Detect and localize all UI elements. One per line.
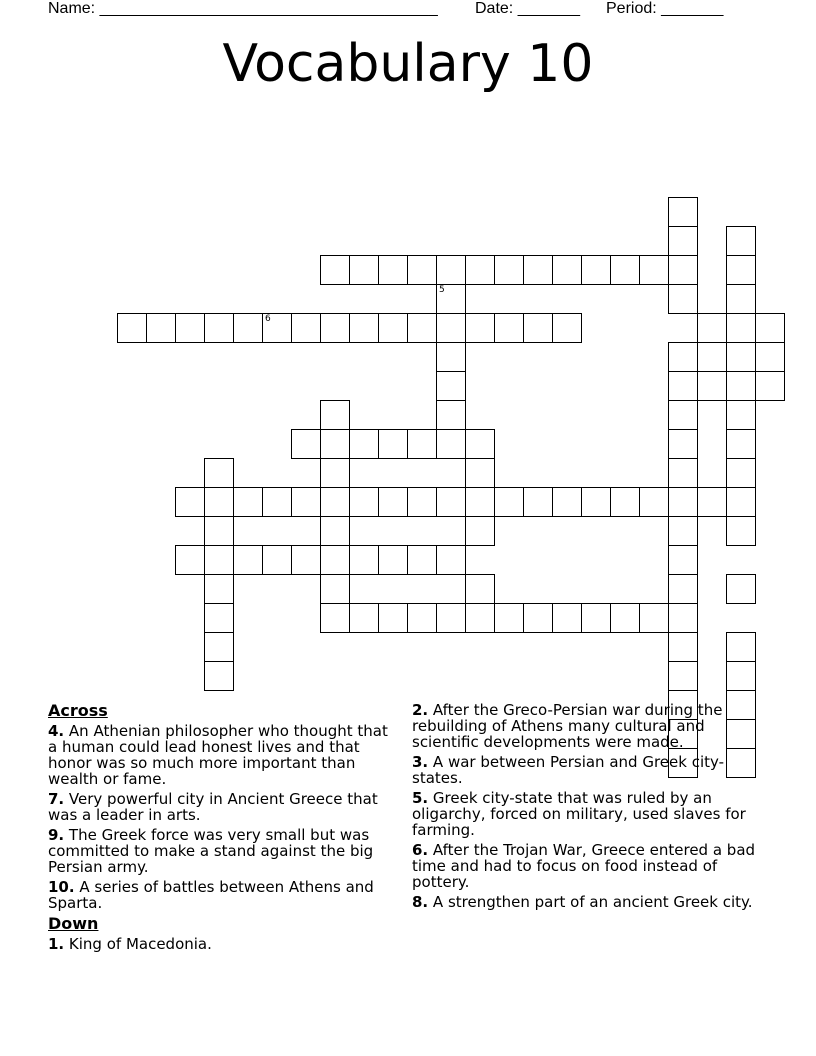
grid-cell[interactable] — [349, 313, 379, 343]
grid-cell[interactable] — [262, 313, 292, 343]
grid-cell[interactable] — [523, 603, 553, 633]
clue-column-right — [412, 702, 762, 914]
grid-cell[interactable] — [726, 632, 756, 662]
grid-cell[interactable] — [349, 255, 379, 285]
grid-cell[interactable] — [465, 255, 495, 285]
grid-cell[interactable] — [436, 342, 466, 372]
period-field-label: Period: _______ — [606, 0, 724, 17]
grid-cell[interactable] — [204, 632, 234, 662]
name-field-label: Name: ______________________________________ — [48, 0, 438, 17]
down-heading: Down — [48, 914, 99, 933]
grid-cell[interactable] — [320, 255, 350, 285]
grid-cell[interactable] — [581, 487, 611, 517]
grid-cell[interactable] — [407, 487, 437, 517]
grid-cell[interactable] — [204, 603, 234, 633]
clue-text: After the Greco-Persian war during the rebuilding of Athens many cultural and scientific developments were made. — [412, 701, 723, 751]
grid-cell[interactable] — [581, 603, 611, 633]
grid-cell[interactable] — [175, 545, 205, 575]
grid-cell[interactable] — [668, 574, 698, 604]
clue-number: 9. — [48, 826, 65, 844]
grid-cell[interactable] — [639, 487, 669, 517]
grid-cell[interactable] — [378, 429, 408, 459]
grid-cell[interactable] — [697, 342, 727, 372]
grid-cell[interactable] — [320, 487, 350, 517]
grid-cell[interactable] — [726, 226, 756, 256]
grid-cell[interactable] — [349, 429, 379, 459]
grid-cell[interactable] — [726, 313, 756, 343]
grid-cell[interactable] — [436, 313, 466, 343]
grid-cell[interactable] — [204, 545, 234, 575]
date-field-label: Date: _______ — [475, 0, 580, 17]
grid-cell[interactable] — [523, 313, 553, 343]
grid-cell[interactable] — [175, 313, 205, 343]
grid-cell[interactable] — [726, 487, 756, 517]
grid-cell[interactable] — [668, 226, 698, 256]
grid-cell[interactable] — [465, 458, 495, 488]
grid-cell[interactable] — [668, 632, 698, 662]
grid-cell[interactable] — [233, 545, 263, 575]
grid-cell[interactable] — [726, 429, 756, 459]
grid-cell[interactable] — [668, 197, 698, 227]
clue-number-label: 5 — [439, 285, 445, 295]
grid-cell[interactable] — [668, 661, 698, 691]
grid-cell[interactable] — [291, 429, 321, 459]
grid-cell[interactable] — [407, 603, 437, 633]
grid-cell[interactable] — [407, 313, 437, 343]
clue-number-label: 6 — [265, 314, 271, 324]
grid-cell[interactable] — [262, 545, 292, 575]
grid-cell[interactable] — [465, 516, 495, 546]
grid-cell[interactable] — [320, 429, 350, 459]
clue-across — [48, 791, 398, 823]
grid-cell[interactable] — [436, 545, 466, 575]
grid-cell[interactable] — [726, 255, 756, 285]
clue-down — [412, 894, 762, 910]
grid-cell[interactable] — [697, 487, 727, 517]
grid-cell[interactable] — [465, 487, 495, 517]
grid-cell[interactable] — [668, 429, 698, 459]
clue-down — [48, 936, 398, 952]
grid-cell[interactable] — [436, 371, 466, 401]
grid-cell[interactable] — [552, 313, 582, 343]
grid-cell[interactable] — [378, 313, 408, 343]
grid-cell[interactable] — [668, 255, 698, 285]
grid-cell[interactable] — [668, 342, 698, 372]
grid-cell[interactable] — [204, 313, 234, 343]
grid-cell[interactable] — [349, 545, 379, 575]
clue-number: 7. — [48, 790, 65, 808]
grid-cell[interactable] — [755, 313, 785, 343]
grid-cell[interactable] — [610, 603, 640, 633]
grid-cell[interactable] — [726, 400, 756, 430]
grid-cell[interactable] — [378, 487, 408, 517]
grid-cell[interactable] — [668, 458, 698, 488]
grid-cell[interactable] — [755, 342, 785, 372]
grid-cell[interactable] — [204, 516, 234, 546]
grid-cell[interactable] — [552, 603, 582, 633]
grid-cell[interactable] — [465, 429, 495, 459]
grid-cell[interactable] — [726, 516, 756, 546]
grid-cell[interactable] — [639, 603, 669, 633]
grid-cell[interactable] — [378, 255, 408, 285]
grid-cell[interactable] — [668, 371, 698, 401]
clue-text: King of Macedonia. — [68, 935, 212, 953]
grid-cell[interactable] — [726, 458, 756, 488]
across-heading: Across — [48, 701, 108, 720]
grid-cell[interactable] — [465, 574, 495, 604]
grid-cell[interactable] — [581, 255, 611, 285]
clue-text: The Greek force was very small but was committed to make a stand against the big Persian army. — [48, 826, 374, 876]
grid-cell[interactable] — [262, 487, 292, 517]
grid-cell[interactable] — [407, 429, 437, 459]
grid-cell[interactable] — [436, 284, 466, 314]
grid-cell[interactable] — [146, 313, 176, 343]
clue-across — [48, 879, 398, 911]
clue-number: 6. — [412, 841, 429, 859]
clue-number: 1. — [48, 935, 65, 953]
grid-cell[interactable] — [552, 255, 582, 285]
grid-cell[interactable] — [407, 545, 437, 575]
grid-cell[interactable] — [726, 661, 756, 691]
clue-number: 8. — [412, 893, 429, 911]
grid-cell[interactable] — [668, 545, 698, 575]
grid-cell[interactable] — [755, 371, 785, 401]
clue-text: A series of battles between Athens and Sparta. — [48, 878, 374, 912]
clue-text: A strengthen part of an ancient Greek city. — [432, 893, 753, 911]
grid-cell[interactable] — [668, 284, 698, 314]
grid-cell[interactable] — [465, 313, 495, 343]
grid-cell[interactable] — [349, 487, 379, 517]
grid-cell[interactable] — [233, 313, 263, 343]
grid-cell[interactable] — [726, 284, 756, 314]
grid-cell[interactable] — [204, 487, 234, 517]
grid-cell[interactable] — [407, 255, 437, 285]
clue-number: 3. — [412, 753, 429, 771]
grid-cell[interactable] — [610, 487, 640, 517]
grid-cell[interactable] — [639, 255, 669, 285]
clue-number: 5. — [412, 789, 429, 807]
grid-cell[interactable] — [465, 603, 495, 633]
grid-cell[interactable] — [320, 313, 350, 343]
grid-cell[interactable] — [291, 313, 321, 343]
clue-text: After the Trojan War, Greece entered a bad time and had to focus on food instead of pottery. — [412, 841, 756, 891]
grid-cell[interactable] — [523, 487, 553, 517]
grid-cell[interactable] — [117, 313, 147, 343]
grid-cell[interactable] — [320, 516, 350, 546]
grid-cell[interactable] — [436, 429, 466, 459]
grid-cell[interactable] — [726, 574, 756, 604]
grid-cell[interactable] — [668, 400, 698, 430]
grid-cell[interactable] — [320, 400, 350, 430]
grid-cell[interactable] — [668, 603, 698, 633]
grid-cell[interactable] — [610, 255, 640, 285]
clue-number: 2. — [412, 701, 429, 719]
grid-cell[interactable] — [291, 487, 321, 517]
clue-down — [412, 702, 762, 750]
grid-cell[interactable] — [668, 516, 698, 546]
clue-text: Very powerful city in Ancient Greece that was a leader in arts. — [48, 790, 378, 824]
grid-cell[interactable] — [175, 487, 205, 517]
grid-cell[interactable] — [697, 371, 727, 401]
clue-column-left — [48, 702, 398, 956]
grid-cell[interactable] — [494, 255, 524, 285]
clue-text: A war between Persian and Greek city-states. — [412, 753, 725, 787]
clue-number: 4. — [48, 722, 65, 740]
grid-cell[interactable] — [378, 603, 408, 633]
grid-cell[interactable] — [291, 545, 321, 575]
grid-cell[interactable] — [320, 603, 350, 633]
grid-cell[interactable] — [320, 545, 350, 575]
grid-cell[interactable] — [378, 545, 408, 575]
clue-down — [412, 790, 762, 838]
grid-cell[interactable] — [494, 313, 524, 343]
clue-number: 10. — [48, 878, 75, 896]
grid-cell[interactable] — [436, 603, 466, 633]
grid-cell[interactable] — [320, 574, 350, 604]
clue-text: Greek city-state that was ruled by an oligarchy, forced on military, used slaves for farming. — [412, 789, 746, 839]
grid-cell[interactable] — [552, 487, 582, 517]
clue-down — [412, 842, 762, 890]
grid-cell[interactable] — [204, 661, 234, 691]
grid-cell[interactable] — [436, 487, 466, 517]
grid-cell[interactable] — [697, 313, 727, 343]
grid-cell[interactable] — [668, 487, 698, 517]
grid-cell[interactable] — [494, 487, 524, 517]
clue-across — [48, 827, 398, 875]
page-title: Vocabulary 10 — [222, 34, 594, 94]
grid-cell[interactable] — [320, 458, 350, 488]
grid-cell[interactable] — [523, 255, 553, 285]
grid-cell[interactable] — [436, 400, 466, 430]
grid-cell[interactable] — [726, 342, 756, 372]
grid-cell[interactable] — [233, 487, 263, 517]
grid-cell[interactable] — [349, 603, 379, 633]
grid-cell[interactable] — [726, 371, 756, 401]
clue-text: An Athenian philosopher who thought that a human could lead honest lives and that honor was so much more important than wealth or fame. — [48, 722, 388, 788]
grid-cell[interactable] — [204, 458, 234, 488]
clue-across — [48, 723, 398, 787]
grid-cell[interactable] — [436, 255, 466, 285]
grid-cell[interactable] — [204, 574, 234, 604]
grid-cell[interactable] — [494, 603, 524, 633]
clue-down — [412, 754, 762, 786]
